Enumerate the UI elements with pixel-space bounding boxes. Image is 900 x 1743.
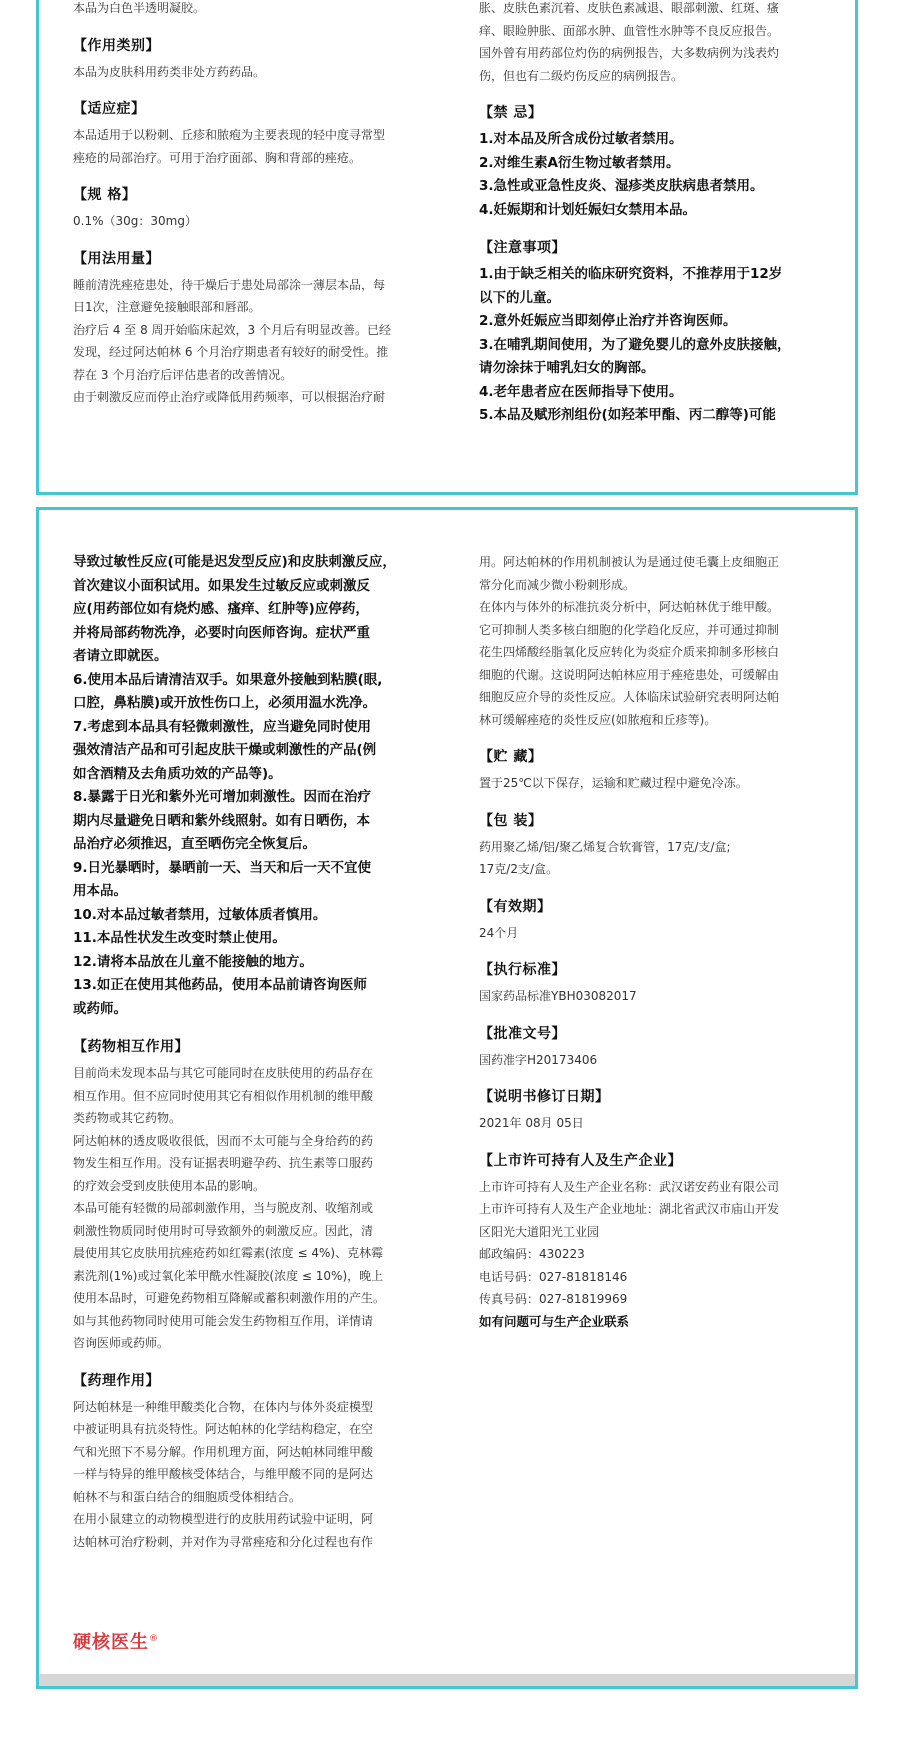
approval-section xyxy=(479,1024,834,1072)
section-text: 目前尚未发现本品与其它可能同时在皮肤使用的药品存在 相互作用。但不应同时使用其它有相似作用机制的维甲酸 类药物或其它药物。 阿达帕林的透皮吸收很低，因而不太可能与全身给药的药 物发生相互作用。没有证据表明避孕药、抗生素等口服药 的疗效会受到皮肤使用本品的影响。 本品可能有轻微的局部刺激作用，当与脱皮剂、收缩剂或 刺激性物质同时使用时可导致额外的刺激反应。因此，清 晨使用其它皮肤用抗痤疮药如红霉素(浓度 ≤ 4%)、克林霉 素洗剂(1%)或过氧化苯甲酰水性凝胶(浓度 ≤ 10%)，晚上 使用本品时，可避免药物相互降解或蓄积刺激作用的产生。 如与其他药物同时使用可能会发生药物相互作用，详情请 咨询医师或药师。 xyxy=(73,1066,386,1350)
leaflet-panel-bottom xyxy=(36,507,858,1689)
intro-text: 本品为白色半透明凝胶。 xyxy=(73,1,206,15)
leaflet-panel-top xyxy=(36,0,858,495)
section-title: 【说明书修订日期】 xyxy=(479,1089,610,1105)
right-column xyxy=(479,551,834,1349)
section-text: 睡前清洗痤疮患处，待干燥后于患处局部涂一薄层本品，每 日1次，注意避免接触眼部和唇部。 治疗后 4 至 8 周开始临床起效，3 个月后有明显改善。已经 发现，经过阿达帕林 6 个月治疗期患者有较好的耐受性。推 荐在 3 个月治疗后评估患者的改善情况。 由于刺激反应而停止治疗或降低用药频率，可以根据治疗耐 xyxy=(73,277,391,404)
validity-section xyxy=(479,897,834,945)
section-title: 【上市许可持有人及生产企业】 xyxy=(479,1152,682,1169)
left-column xyxy=(73,0,428,425)
section-text: 国家药品标准YBH03082017 xyxy=(479,989,637,1003)
spec-section xyxy=(73,185,428,233)
interactions-section xyxy=(73,1037,438,1355)
packaging-section xyxy=(479,811,834,881)
section-title: 【药物相互作用】 xyxy=(73,1039,189,1055)
standard-section xyxy=(479,960,834,1008)
section-text: 1.由于缺乏相关的临床研究资料，不推荐用于12岁 以下的儿童。 2.意外妊娠应当即刻停止治疗并咨询医师。 3.在哺乳期间使用，为了避免婴儿的意外皮肤接触， 请勿涂抹于哺乳妇女的胸部。 4.老年患者应在医师指导下使用。 5.本品及赋形剂组份(如羟苯甲酯、丙二醇等)可能 xyxy=(479,266,791,423)
section-text: 0.1%（30g：30mg） xyxy=(73,214,197,228)
precautions-continued xyxy=(73,551,438,1021)
precautions-section xyxy=(479,238,834,428)
section-title: 【作用类别】 xyxy=(73,37,160,54)
right-column xyxy=(479,0,834,444)
section-title: 【批准文号】 xyxy=(479,1025,566,1042)
section-title: 【贮 藏】 xyxy=(479,749,543,765)
revision-section xyxy=(479,1087,834,1135)
indications-section xyxy=(73,99,428,169)
section-title: 【执行标准】 xyxy=(479,962,566,978)
category-section xyxy=(73,36,428,84)
storage-section xyxy=(479,747,834,795)
contraindications-section xyxy=(479,103,834,222)
section-title: 【包 装】 xyxy=(479,812,543,829)
section-title: 【有效期】 xyxy=(479,898,552,915)
pharmacology-continued xyxy=(479,551,834,731)
section-text: 置于25℃以下保存，运输和贮藏过程中避免冷冻。 xyxy=(479,776,748,790)
section-text: 1.对本品及所含成份过敏者禁用。 2.对维生素A衍生物过敏者禁用。 3.急性或亚急性皮炎、湿疹类皮肤病患者禁用。 4.妊娠期和计划妊娠妇女禁用本品。 xyxy=(479,131,764,218)
section-text: 2021年 08月 05日 xyxy=(479,1116,584,1130)
section-text: 药用聚乙烯/铝/聚乙烯复合软膏管，17克/支/盒; 17克/2支/盒。 xyxy=(479,839,731,876)
pharmacology-section xyxy=(73,1371,438,1554)
company-contact-note: 如有问题可与生产企业联系 xyxy=(479,1313,630,1329)
left-column xyxy=(73,551,438,1569)
usage-section xyxy=(73,249,428,409)
section-title: 【注意事项】 xyxy=(479,240,566,256)
section-title: 【用法用量】 xyxy=(73,250,160,267)
section-title: 【规 格】 xyxy=(73,187,137,203)
section-text: 胀、皮肤色素沉着、皮肤色素减退、眼部刺激、红斑、瘙 痒、眼睑肿胀、面部水肿、血管性水肿等不良反应报告。 国外曾有用药部位灼伤的病例报告，大多数病例为浅表灼 伤，但也有二级灼伤反应的病例报告。 xyxy=(479,1,780,83)
section-text: 本品为皮肤科用药类非处方药药品。 xyxy=(73,64,266,79)
section-text: 国药准字H20173406 xyxy=(479,1052,598,1067)
section-text: 导致过敏性反应(可能是迟发型反应)和皮肤刺激反应， 首次建议小面积试用。如果发生过敏反应或刺激反 应(用药部位如有烧灼感、瘙痒、红肿等)应停药， 并将局部药物洗净，必要时向医师咨询。症状严重 者请立即就医。 6.使用本品后请清洁双手。如果意外接触到粘膜(眼, 口腔，鼻粘膜)或开放性伤口上，必须用温水洗净。 7.考虑到本品具有轻微刺激性，应当避免同时使用 强效清洁产品和可引起皮肤干燥或刺激性的产品(例 如含酒精及去角质功效的产品等)。 8.暴露于日光和紫外光可增加刺激性。因而在治疗 期内尽量避免日晒和紫外线照射。如有日晒伤，本 品治疗必须推迟，直至晒伤完全恢复后。 9.日光暴晒时，暴晒前一天、当天和后一天不宜使 用本品。 10.对本品过敏者禁用，过敏体质者慎用。 11.本品性状发生改变时禁止使用。 12.请将本品放在儿童不能接触的地方。 13.如正在使用其他药品，使用本品前请咨询医师 或药师。 xyxy=(73,554,396,1017)
brand-logo xyxy=(73,1628,159,1654)
company-section xyxy=(479,1151,834,1333)
section-text: 用。阿达帕林的作用机制被认为是通过使毛囊上皮细胞正 常分化而减少微小粉刺形成。 在体内与体外的标准抗炎分析中，阿达帕林优于维甲酸。 它可抑制人类多核白细胞的化学趋化反应，并可通过抑制 花生四烯酸经脂氧化反应转化为炎症介质来抑制多形核白 细胞的代谢。这说明阿达帕林应用于痤疮患处，可缓解由 细胞反应介导的炎性反应。人体临床试验研究表明阿达帕 林可缓解痤疮的炎性反应(如脓疱和丘疹等)。 xyxy=(479,555,780,727)
section-title: 【药理作用】 xyxy=(73,1372,160,1389)
section-text: 24个月 xyxy=(479,925,519,940)
registered-mark: ® xyxy=(149,1634,159,1644)
intro-section xyxy=(73,0,428,20)
section-title: 【禁 忌】 xyxy=(479,105,543,121)
adverse-reactions-continued xyxy=(479,0,834,87)
footer-strip xyxy=(39,1674,855,1686)
section-text: 阿达帕林是一种维甲酸类化合物，在体内与体外炎症模型 中被证明具有抗炎特性。阿达帕林的化学结构稳定，在空 气和光照下不易分解。作用机理方面，阿达帕林同维甲酸 一样与特异的维甲酸核受体结合，与维甲酸不同的是阿达 帕林不与和蛋白结合的细胞质受体相结合。 在用小鼠建立的动物模型进行的皮肤用药试验中证明，阿 达帕林可治疗粉刺，并对作为寻常痤疮和分化过程也有作 xyxy=(73,1399,374,1549)
section-text: 本品适用于以粉刺、丘疹和脓疱为主要表现的轻中度寻常型 痤疮的局部治疗。可用于治疗面部、胸和背部的痤疮。 xyxy=(73,128,386,165)
section-text: 上市许可持有人及生产企业名称：武汉诺安药业有限公司 上市许可持有人及生产企业地址：湖北省武汉市庙山开发 区阳光大道阳光工业园 邮政编码：430223 电话号码：027-81818146 传真号码：027-81819969 xyxy=(479,1179,780,1306)
brand-name: 硬核医生 xyxy=(73,1632,149,1653)
section-title: 【适应症】 xyxy=(73,101,146,117)
